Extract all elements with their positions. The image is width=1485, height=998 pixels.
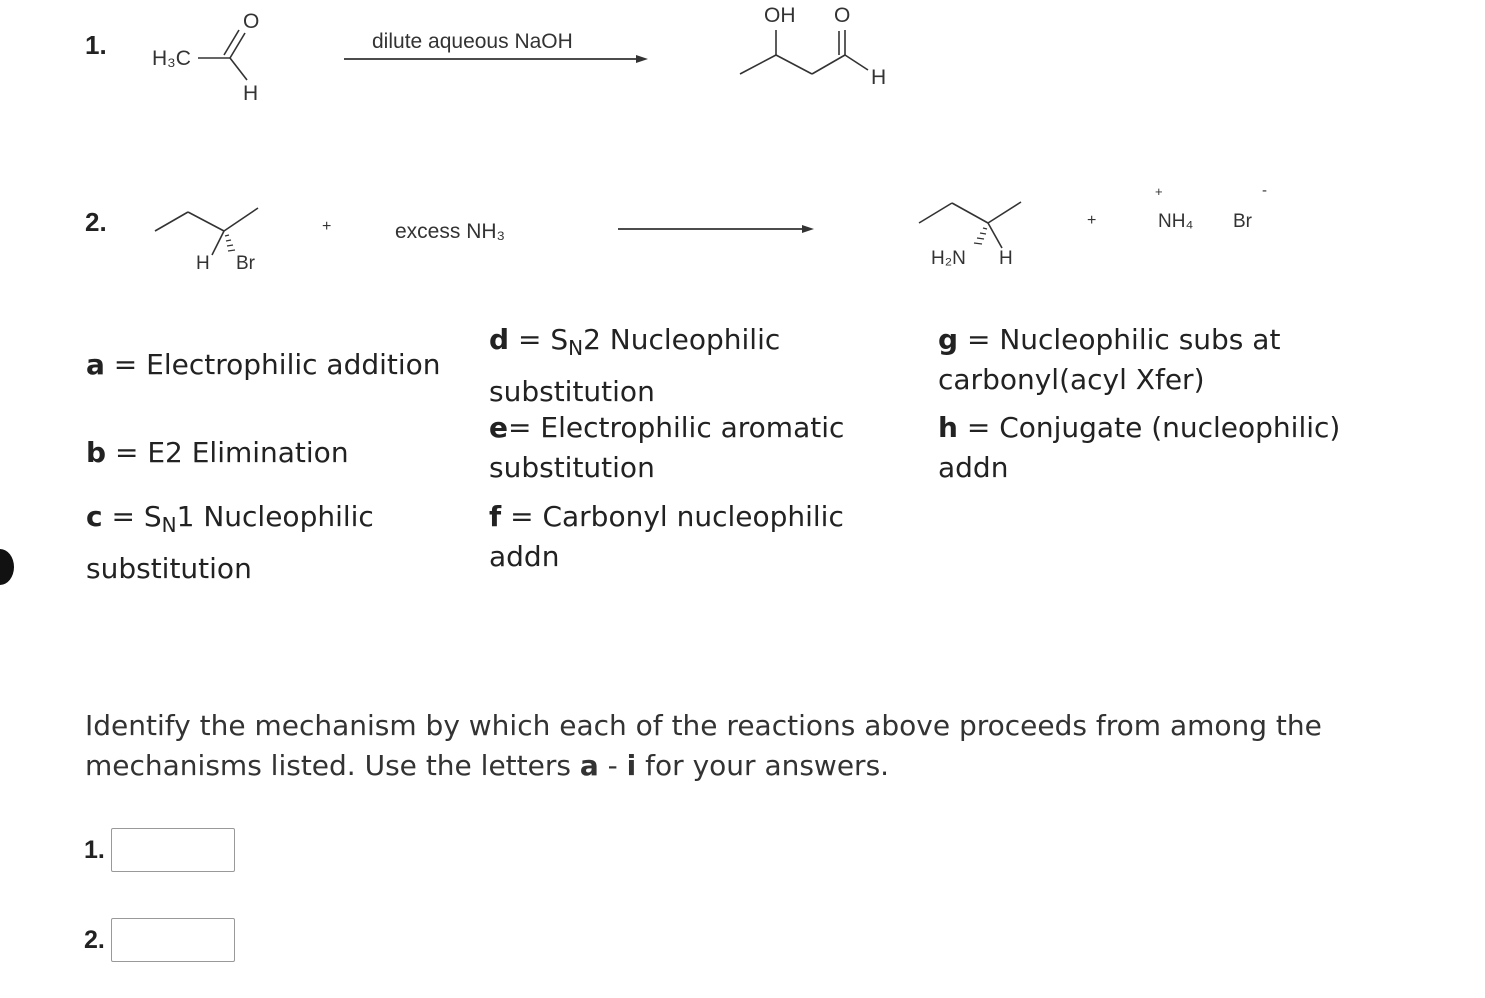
bromide-charge: - [1262, 182, 1267, 199]
mechanism-d-letter: d [489, 323, 510, 356]
mechanism-e-line2: substitution [489, 451, 655, 484]
mechanism-h-line2: addn [938, 451, 1009, 484]
mechanism-h-letter: h [938, 411, 958, 444]
mechanism-c-rest: 1 Nucleophilic [176, 500, 374, 533]
plus-sign-2: + [1087, 212, 1097, 229]
mechanism-d-sub: N [568, 336, 584, 360]
mechanism-a-text: Electrophilic addition [146, 348, 441, 381]
question-letter-i: i [626, 749, 637, 782]
mechanism-c-s: S [143, 500, 162, 533]
question-dash: - [598, 749, 627, 782]
mechanism-g-line2: carbonyl(acyl Xfer) [938, 363, 1205, 396]
carbonyl-oxygen-label: O [834, 4, 851, 27]
ammonium-label: NH₄ [1158, 211, 1194, 232]
methyl-label: H₃C [152, 47, 191, 70]
question-text [85, 706, 1465, 786]
mechanism-a-letter: a [86, 348, 105, 381]
mechanism-b-text: E2 Elimination [147, 436, 349, 469]
mechanism-b-letter: b [86, 436, 107, 469]
mechanism-e-line1: Electrophilic aromatic [540, 411, 845, 444]
answer-1-input[interactable] [111, 828, 235, 872]
mechanism-d [489, 315, 780, 416]
mechanism-f [489, 497, 844, 577]
mechanism-e-eq: = [508, 411, 541, 444]
mechanism-e-letter: e [489, 411, 508, 444]
mechanism-d-s: S [550, 323, 569, 356]
product-hydrogen-label: H [999, 248, 1013, 269]
mechanism-h [938, 408, 1340, 488]
answer-2-input[interactable] [111, 918, 235, 962]
question-line1: Identify the mechanism by which each of the reactions above proceeds from among the [85, 709, 1322, 742]
hydrogen-label: H [243, 82, 259, 105]
reagent-1-label: dilute aqueous NaOH [372, 30, 573, 53]
bromide-label: Br [1233, 211, 1252, 232]
hydroxyl-label: OH [764, 4, 796, 27]
mechanism-g [938, 320, 1280, 400]
oxygen-label: O [243, 10, 260, 33]
mechanism-f-line2: addn [489, 540, 560, 573]
mechanism-g-eq: = [958, 323, 1000, 356]
mechanism-c-sub: N [161, 513, 177, 537]
ammonium-charge: + [1155, 184, 1163, 199]
mechanism-d-eq: = [509, 323, 551, 356]
mechanism-c-eq: = [102, 500, 144, 533]
mechanism-g-line1: Nucleophilic subs at [999, 323, 1281, 356]
question-line2-pre: mechanisms listed. Use the letters [85, 749, 580, 782]
reaction-2-number: 2. [85, 207, 107, 237]
question-letter-a: a [579, 749, 599, 782]
mechanism-g-letter: g [938, 323, 959, 356]
mechanism-a [86, 340, 441, 389]
reaction-1-number: 1. [85, 30, 107, 60]
mechanism-f-letter: f [489, 500, 502, 533]
aldehyde-hydrogen-label: H [871, 66, 887, 89]
mechanism-b-eq: = [106, 436, 148, 469]
mechanism-h-eq: = [957, 411, 1000, 444]
mechanism-c-letter: c [86, 500, 103, 533]
answer-2-label: 2. [84, 926, 105, 954]
mechanism-d-line2: substitution [489, 375, 655, 408]
answer-1-label: 1. [84, 836, 105, 864]
amine-label: H₂N [931, 248, 966, 269]
question-line2-post: for your answers. [636, 749, 890, 782]
mechanism-d-rest: 2 Nucleophilic [583, 323, 781, 356]
mechanism-c-line2: substitution [86, 552, 252, 585]
bromine-label: Br [236, 253, 255, 274]
mechanism-a-eq: = [104, 348, 147, 381]
plus-sign-1: + [322, 218, 332, 235]
mechanism-f-line1: Carbonyl nucleophilic [542, 500, 844, 533]
mechanism-b [86, 428, 349, 477]
mechanism-h-line1: Conjugate (nucleophilic) [999, 411, 1341, 444]
mechanism-c [86, 492, 374, 593]
mechanism-e [489, 408, 844, 488]
reagent-2-label: excess NH₃ [395, 220, 506, 243]
reactant-hydrogen-label: H [196, 253, 210, 274]
question-line2 [85, 746, 1465, 786]
mechanism-f-eq: = [501, 500, 543, 533]
